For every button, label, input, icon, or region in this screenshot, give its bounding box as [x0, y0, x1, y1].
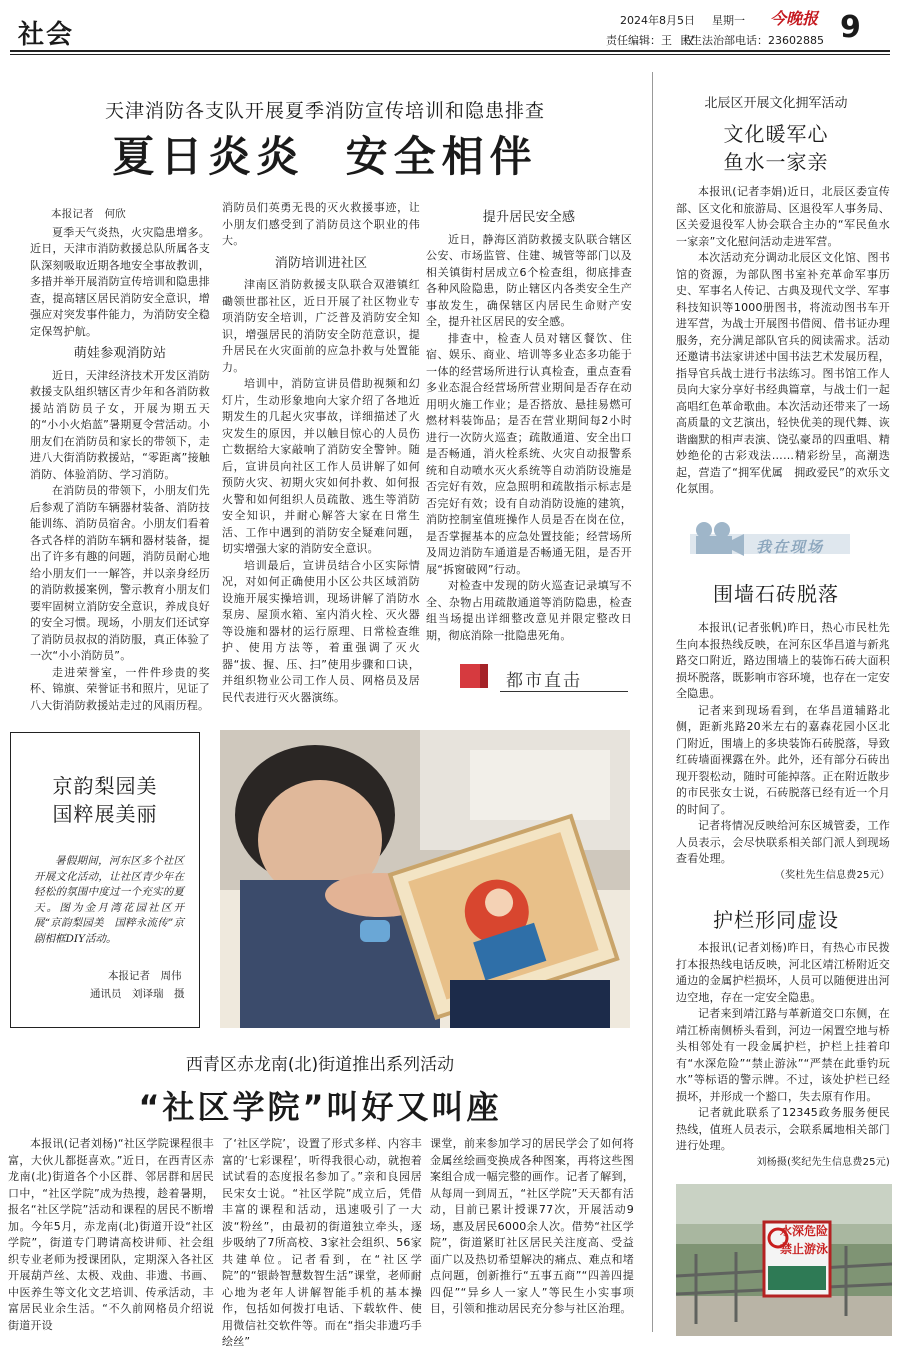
tiles-body [676, 620, 890, 884]
lead-column-1 [30, 206, 210, 714]
lead-paragraph: 排查中，检查人员对辖区餐饮、住宿、娱乐、商业、培训等多业态多功能于一体的经营场所进行认真检查，重点查看多业态混合经营场所营业期间是否存在动用明火施工作业；是否搭放、悬挂易燃可燃材料装饰品；是否在营业期间每2小时进行一次防火巡查；疏散通道、安全出口是否畅通，消火栓系统、火灾自动报警系统和自动喷水灭火系统等自动消防设施是否完好有效，应急照明和疏散指示标志是否完好有效；设有自动消防设施的建筑，消防控制室值班操作人员是否在岗在位，是否掌握基本的应急处置技能；经营场所及周边消防车通道是否畅通无阻，是否开展“拆窗破网”行动。 [426, 331, 632, 576]
right-column-divider [652, 72, 653, 1332]
lead-paragraph: 消防员们英勇无畏的灭火救援事迹，让小朋友们感受到了消防员这个职业的伟大。 [222, 201, 420, 247]
lead-headline: 夏日炎炎 安全相伴 [112, 132, 538, 181]
army-kicker: 北辰区开展文化拥军活动 [704, 96, 848, 111]
lead-paragraph: 近日，天津经济技术开发区消防救援支队组织辖区青少年和各消防救援站消防员子女，开展为期五天的“小小火焰蓝”暑期夏令营活动。小朋友们在消防员和家长的带领下，走进八大街消防救援站，“零距离”接触消防、体验消防、学习消防。 [30, 368, 210, 481]
community-kicker: 西青区赤龙南(北)街道推出系列活动 [185, 1055, 455, 1075]
onsite-banner-label: 我在现场 [756, 538, 825, 556]
opera-photo [220, 730, 630, 1028]
lead-subhead-kids: 萌娃参观消防站 [73, 346, 167, 361]
guardrail-note: 刘杨摄(奖纪先生信息费25元) [756, 1156, 890, 1168]
opera-credit-photo: 通讯员 刘译瑞 摄 [90, 988, 185, 1000]
tiles-note: （奖杜先生信息费25元） [774, 869, 890, 881]
community-paragraph: 课堂，前来参加学习的居民学会了如何将金属丝绘画变换成各种图案，再将这些图案组合成一幅完整的画作。记者了解到，从每周一到周五，“社区学院”天天都有活动，目前已累计授课77次，开展活动9场，惠及居民6000余人次。借势“社区学院”，街道紧盯社区居民关注度高、受益面广以及热切希望解决的痛点、难点和堵点问题，创新推行“五事五商”“四善四提四促”“异乡人一家人”等民生小实事项目，引领和推动居民充分参与社区治理。 [430, 1137, 634, 1315]
community-headline: “社区学院”叫好又叫座 [138, 1088, 502, 1126]
community-column-3 [430, 1136, 634, 1318]
tiles-paragraph: 记者来到现场看到，在华昌道辅路北侧，距新兆路20米左右的嘉森花园小区北门附近，围墙上的多块装饰石砖脱落，导致红砖墙面裸露在外。此外，还有部分石砖出现开裂松动，随时可能掉落。正在附近散步的市民张女士说，石砖脱落已经有近一个月的时间了。 [676, 703, 890, 816]
dept-phone-line: 民生法治部电话：23602885 [680, 34, 824, 47]
section-name: 社会 [18, 20, 75, 50]
guardrail-body [676, 940, 890, 1171]
guardrail-title: 护栏形同虚设 [713, 908, 839, 932]
tiles-paragraph: 记者将情况反映给河东区城管委，工作人员表示，会尽快联系相关部门派人到现场查看处理。 [676, 819, 890, 865]
page-number: 9 [840, 10, 861, 45]
column-tag-label: 都市直击 [506, 671, 582, 691]
tiles-title: 围墙石砖脱落 [713, 582, 839, 606]
lead-paragraph: 培训最后，宣讲员结合小区实际情况，对如何正确使用小区公共区域消防设施开展实操培训，现场讲解了消防水泵房、屋顶水箱、室内消火栓、灭火器等设施和器材的运行原理、日常检查维护、使用方法等，着重强调了灭火器“拔、握、压、扫”使用步骤和口诀，并组织物业公司工作人员、网格员及居民代表进行灭火器演练。 [222, 558, 420, 704]
sign-text-line-2: 禁止游泳 [780, 1242, 829, 1256]
opera-caption: 暑假期间，河东区多个社区开展文化活动，让社区青少年在轻松的氛围中度过一个充实的夏天。图为金月湾花园社区开展“京韵梨园美 国粹永流传”京剧相框DIY活动。 [34, 855, 184, 945]
opera-photo-image [220, 730, 630, 1028]
tiles-paragraph: 本报讯(记者张帆)昨日，热心市民杜先生向本报热线反映，在河东区华昌道与新兆路交口附近，路边围墙上的装饰石砖大面积损坏脱落，既影响市容环境，也存在一定安全隐患。 [676, 621, 890, 700]
opera-title-line-2: 国粹展美丽 [52, 802, 158, 826]
header-rule [10, 50, 890, 52]
column-tag-rule [500, 691, 628, 692]
lead-paragraph: 培训中，消防宣讲员借助视频和幻灯片，生动形象地向大家介绍了各地近期发生的几起火灾事故，详细描述了火灾发生的原因，并以触目惊心的人员伤亡数据给大家敲响了消防安全警钟。随后，宣讲员向社区工作人员讲解了如何预防火灾、初期火灾如何扑救、如何报火警和如何组织人员疏散、逃生等消防安全知识，并耐心解答大家在日常生活、工作中遇到的消防安全疑难问题，切实增强大家的消防安全意识。 [222, 377, 420, 555]
guardrail-photo [676, 1184, 892, 1336]
issue-weekday: 星期一 [712, 14, 745, 27]
column-tag-badge [460, 664, 480, 688]
lead-paragraph: 走进荣誉室，一件件珍贵的奖杯、锦旗、荣誉证书和照片，见证了八大街消防救援站走过的风雨历程。 [30, 665, 210, 712]
army-body [676, 184, 890, 498]
editor-line: 责任编辑：王 权 [606, 34, 694, 47]
lead-paragraph: 近日，静海区消防救援支队联合辖区公安、市场监管、住建、城管等部门以及相关镇街村居成立6个检查组，彻底排查各种风险隐患，防止辖区内各类安全生产事故发生，确保辖区内居民生命财产安全，提升社区居民的安全感。 [426, 232, 632, 328]
column-tag-badge-fold [480, 664, 488, 688]
lead-subhead-training: 消防培训进社区 [274, 255, 368, 271]
community-column-1 [8, 1136, 214, 1334]
lead-byline: 本报记者 何欣 [51, 208, 126, 220]
opera-title-line-1: 京韵梨园美 [52, 774, 158, 798]
newspaper-logo: 今晚报 [770, 9, 819, 28]
guardrail-photo-image [676, 1184, 892, 1336]
guardrail-paragraph: 记者来到靖江路与革新道交口东侧，在靖江桥南侧桥头看到，河边一闲置空地与桥头相邻处有一段金属护栏，护栏上挂着印有“水深危险”“禁止游泳”“严禁在此垂钓玩水”等标语的警示牌。不过，该处护栏已经损坏，并形成一个豁口，失去原有作用。 [676, 1007, 890, 1103]
opera-credit-reporter: 本报记者 周伟 [108, 970, 182, 982]
lead-paragraph: 津南区消防救援支队联合双港镇红磡领世郡社区，近日开展了社区物业专项消防安全培训，广泛普及消防安全知识，增强居民的消防安全防范意识，提升居民在火灾面前的应急扑救与处置能力。 [222, 278, 420, 374]
lead-paragraph: 夏季天气炎热，火灾隐患增多。近日，天津市消防救援总队所属各支队深刻吸取近期各地安全事故教训，多措并举开展消防宣传培训和隐患排查，提高辖区居民消防安全意识，增强应对突发事件能力，为消防安全稳定保驾护航。 [30, 225, 210, 338]
army-paragraph: 本报讯(记者李娟)近日，北辰区委宣传部、区文化和旅游局、区退役军人事务局、区关爱退役军人协会联合主办的“军民鱼水一家亲”文化慰问活动走进军营。 [676, 185, 890, 248]
header-rule-thin [10, 54, 890, 55]
community-paragraph: 本报讯(记者刘杨)“社区学院课程很丰富，大伙儿都挺喜欢。”近日，在西青区赤龙南(北)街道各个小区群、邻居群和居民口中，“社区学院”成为热搜，趁着暑期，报名“社区学院”活动和课程的居民不断增加。今年5月，赤龙南(北)街道开设“社区学院”，街道专门聘请高校讲师、社会组织专业老师为授课团队，定期深入各社区开展葫芦丝、太极、戏曲、非遗、书画、中医养生等文化文艺培训、传承活动，丰富居民业余生活。“不久前网格员介绍说街道开设 [8, 1137, 214, 1332]
guardrail-paragraph: 本报讯(记者刘杨)昨日，有热心市民拨打本报热线电话反映，河北区靖江桥附近交通边的金属护栏损坏，人员可以随便进出河边空地，存在一定安全隐患。 [676, 941, 890, 1004]
sign-text-line-1: 水深危险 [780, 1224, 829, 1238]
lead-paragraph: 对检查中发现的防火巡查记录填写不全、杂物占用疏散通道等消防隐患，检查组当场提出详细整改意见并限定整改日期，彻底消除一批隐患死角。 [426, 579, 632, 642]
lead-column-2 [222, 200, 420, 706]
lead-paragraph: 在消防员的带领下，小朋友们先后参观了消防车辆器材装备、消防技能训练、消防员宿舍。小朋友们看着各式各样的消防车辆和器材装备，提出了许多有趣的问题，消防员耐心地给小朋友们一一解答，并以亲身经历的消防救援案例，警示教育小朋友们要牢固树立消防安全意识，养成良好的安全习惯。现场，小朋友们还试穿了消防员叔叔的消防服，真正体验了一次“小小消防员”。 [30, 484, 210, 662]
community-paragraph: 了‘社区学院’，设置了形式多样、内容丰富的‘七彩课程’，听得我很心动，就抱着试试看的态度报名参加了。”亲和良园居民宋女士说。“社区学院”成立后，凭借丰富的课程和活动，迅速吸引了一大波“粉丝”，由最初的街道独立牵头，逐步吸纳了7所高校、3家社会组织、56家共建单位。记者看到，在“社区学院”的“银龄智慧数智生活”课堂，老师耐心地为老年人讲解智能手机的基本操作，包括如何拨打电话、下载软件、使用微信社交软件等。而在“指尖非遗巧手绘丝” [222, 1137, 422, 1348]
lead-kicker: 天津消防各支队开展夏季消防宣传培训和隐患排查 [104, 100, 545, 122]
army-paragraph: 本次活动充分调动北辰区文化馆、图书馆的资源，为部队图书室补充革命军事历史、军事名人传记、古典及现代文学、军事科技知识等1000册图书，将流动图书车开进军营，为战士开展图书借阅、借书证办理服务，充分满足部队官兵的阅读需求。活动还邀请书法家讲述中国书法艺术发展历程，指导官兵战士进行书法练习。图书馆工作人员向大家分享好书经典篇章，与战士们一起高唱红色革命歌曲。本次活动还带来了一场高质量的文艺演出，轻快优美的现代舞、诙谐幽默的相声表演、饶弘豪昂的四重唱、精妙绝伦的古彩戏法……精彩纷呈，高潮迭起，营造了“拥军优属 拥政爱民”的欢乐文化氛围。 [676, 251, 890, 495]
army-title-line-2: 鱼水一家亲 [723, 150, 829, 174]
lead-column-3 [426, 204, 632, 644]
guardrail-paragraph: 记者就此联系了12345政务服务便民热线，值班人员表示，会联系属地相关部门进行处理。 [676, 1106, 890, 1152]
army-title-line-1: 文化暖军心 [723, 122, 829, 146]
community-column-2 [222, 1136, 422, 1351]
lead-subhead-safety: 提升居民安全感 [482, 210, 576, 225]
issue-date: 2024年8月5日 [620, 14, 695, 27]
